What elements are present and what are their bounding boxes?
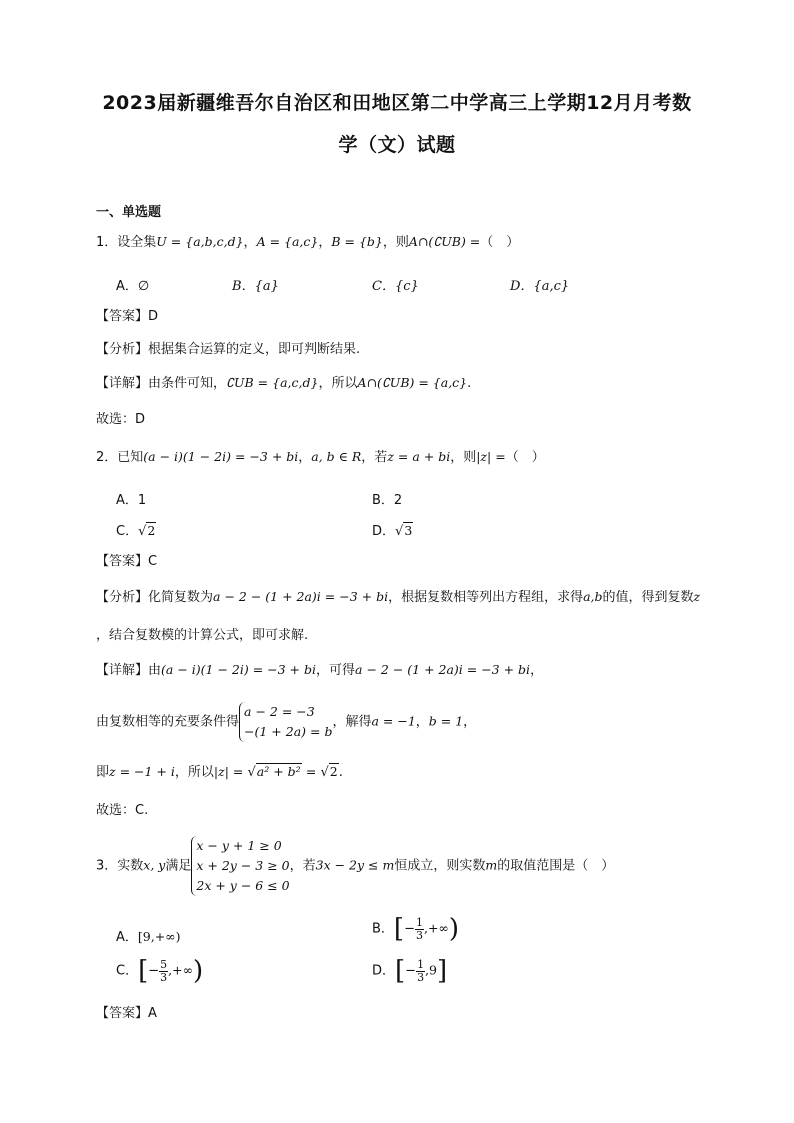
q3-inequality: 3x − 2y ≤ m	[315, 857, 395, 873]
q1-detail-expr: A∩(∁UB) = {a,c}	[357, 375, 468, 390]
q2-analysis-expr: z	[693, 589, 701, 604]
q3-option-d: D．[− $\frac{1}{3}$ ,9]	[372, 956, 448, 986]
q2-conclusion-text: ，所以	[174, 765, 214, 780]
q2-conclusion-expr: z = −1 + i	[109, 764, 175, 779]
q1-option-b: B．{a}	[232, 279, 279, 294]
q3-option-a	[116, 926, 180, 945]
q2-expr: z = a + bi	[387, 449, 451, 464]
q3-option-c-tail: ,+∞	[168, 962, 194, 978]
q3-option-c-label: C．	[116, 963, 139, 979]
q2-conclusion-radicand: 2	[329, 764, 338, 779]
q2-option-b: B．2	[372, 493, 403, 508]
q1-number: 1．	[96, 235, 118, 250]
choose-label: 故选：	[96, 412, 136, 427]
q2-choose-value: C.	[135, 803, 149, 818]
q1-sep: ，	[318, 235, 332, 250]
detail-label: 【详解】	[96, 376, 149, 391]
q3-vars: x, y	[143, 857, 166, 873]
q2-stem	[96, 451, 545, 464]
q2-choose	[96, 804, 148, 817]
q3-option-b-tail: ,+∞	[423, 920, 449, 936]
q1-stem	[96, 236, 519, 249]
q2-option-a: A．1	[116, 493, 147, 508]
q2-solution: b = 1	[428, 713, 464, 729]
q2-option-d-radicand: 3	[404, 523, 413, 538]
q2-analysis-expr: a − 2 − (1 + 2a)i = −3 + bi	[213, 589, 389, 604]
q3-option-b-fraction	[415, 917, 424, 942]
q1-sep: ，	[243, 235, 257, 250]
fraction-denominator: 3	[417, 970, 425, 984]
q3-constraint-system	[191, 836, 289, 896]
q1-text: 设全集	[117, 235, 157, 250]
section-heading: 一、单选题	[96, 205, 162, 220]
q1-sep: ，则	[382, 235, 409, 250]
q1-detail-text: 由条件可知，	[148, 376, 227, 391]
q2-answer	[96, 555, 157, 568]
q2-detail-text: ，可得	[316, 663, 356, 678]
q3-constraint: 2x + y − 6 ≤ 0	[196, 878, 290, 893]
q2-option-c-radicand: 2	[147, 523, 156, 538]
q1-option-c: C．{c}	[372, 279, 419, 294]
q1-option-a: A．∅	[116, 279, 150, 294]
q1-set-u: U = {a,b,c,d}	[156, 234, 244, 249]
answer-label: 【答案】	[96, 554, 149, 569]
q2-conclusion-expr: =	[305, 764, 317, 779]
q3-text: 实数	[117, 858, 144, 874]
q3-answer-value: A	[148, 1006, 157, 1021]
q3-option-d-tail: ,9	[425, 962, 438, 978]
q2-text: ，若	[361, 450, 388, 465]
q3-answer	[96, 1007, 157, 1020]
q2-condition	[96, 702, 476, 742]
q2-text: ，则	[450, 450, 477, 465]
q1-tail: （ ）	[480, 235, 520, 250]
q2-conclusion-text: .	[338, 765, 343, 780]
q1-choose-value: D	[135, 412, 146, 427]
fraction-denominator: 3	[160, 970, 168, 984]
q2-condition-text: ，	[415, 714, 429, 730]
q2-condition-text: ，解得	[332, 714, 372, 730]
q2-analysis-line2: ，结合复数模的计算公式，即可求解.	[96, 628, 309, 643]
q2-analysis-text: ，根据复数相等列出方程组，求得	[388, 590, 584, 605]
q2-analysis-text: 化简复数为	[148, 590, 214, 605]
q1-set-b: B = {b}	[331, 234, 383, 249]
q3-number: 3．	[96, 858, 118, 874]
q3-option-b: B．[− $\frac{1}{3}$ ,+∞)	[372, 914, 460, 944]
q1-answer	[96, 310, 158, 323]
q2-option-c: C．√2	[116, 523, 156, 539]
q2-detail-expr: (a − i)(1 − 2i) = −3 + bi	[161, 662, 316, 677]
analysis-label: 【分析】	[96, 342, 149, 357]
q1-choose	[96, 413, 145, 426]
q2-detail-text: ，	[530, 663, 544, 678]
q2-option-d: D．√3	[372, 523, 413, 539]
q2-expr: (a − i)(1 − 2i) = −3 + bi	[143, 449, 299, 464]
q2-analysis-expr: a,b	[583, 589, 603, 604]
q2-expr: a, b ∈ R	[311, 449, 362, 464]
q3-text: 满足	[165, 858, 192, 874]
q3-option-a-label: A．	[116, 930, 138, 945]
q2-analysis	[96, 591, 700, 604]
q1-analysis-text: 根据集合运算的定义，即可判断结果.	[148, 342, 361, 357]
q1-detail-expr: ∁UB = {a,c,d}	[226, 375, 319, 390]
q2-detail	[96, 664, 543, 677]
q2-condition-text: 由复数相等的充要条件得	[96, 714, 240, 730]
q2-text: ，	[298, 450, 312, 465]
q2-expr: |z| =	[476, 449, 506, 464]
q1-detail-text: ，所以	[318, 376, 358, 391]
q3-stem	[96, 836, 614, 896]
q3-option-d-label: D．	[372, 963, 396, 979]
q3-option-a-value: [9,+∞)	[137, 929, 181, 944]
analysis-label: 【分析】	[96, 590, 149, 605]
q2-text: 已知	[117, 450, 144, 465]
fraction-numerator: 1	[417, 957, 425, 971]
q2-equation: −(1 + 2a) = b	[244, 724, 333, 739]
q1-set-a: A = {a,c}	[256, 234, 319, 249]
q3-option-d-fraction	[416, 959, 425, 984]
q2-conclusion: 即z = −1 + i，所以|z| = √a² + b² = √2.	[96, 764, 343, 780]
q1-answer-value: D	[148, 309, 159, 324]
q2-analysis-text: 的值，得到复数	[602, 590, 694, 605]
q3-text: 的取值范围是（ ）	[497, 858, 615, 874]
answer-label: 【答案】	[96, 1006, 149, 1021]
choose-label: 故选：	[96, 803, 136, 818]
q1-detail-text: .	[467, 376, 472, 391]
q1-option-d: D．{a,c}	[510, 279, 570, 294]
doc-title-line1: 2023届新疆维吾尔自治区和田地区第二中学高三上学期12月月考数	[102, 92, 692, 114]
q2-equation: a − 2 = −3	[244, 704, 315, 719]
q2-solution: a = −1	[371, 713, 416, 729]
q2-detail-expr: a − 2 − (1 + 2a)i = −3 + bi	[355, 662, 531, 677]
q3-constraint: x − y + 1 ≥ 0	[196, 838, 282, 853]
q2-conclusion-text: 即	[96, 765, 110, 780]
fraction-numerator: 5	[160, 957, 168, 971]
q3-constraint: x + 2y − 3 ≥ 0	[196, 858, 290, 873]
q2-option-d-label: D．	[372, 524, 396, 539]
q3-option-c-fraction	[159, 959, 168, 984]
q2-answer-value: C	[148, 554, 158, 569]
detail-label: 【详解】	[96, 663, 149, 678]
fraction-numerator: 1	[415, 915, 423, 929]
q1-analysis	[96, 343, 360, 356]
q3-var-m: m	[485, 857, 498, 873]
q2-option-c-label: C．	[116, 524, 139, 539]
q3-option-c: C．[− $\frac{5}{3}$ ,+∞)	[116, 956, 204, 986]
q1-expression: A∩(∁UB) =	[408, 234, 481, 249]
q2-conclusion-radicand: a² + b²	[256, 764, 301, 779]
q1-detail	[96, 377, 471, 390]
q3-text: 恒成立，则实数	[394, 858, 486, 874]
q2-equation-system	[239, 702, 332, 742]
q2-conclusion-expr: |z| =	[213, 764, 244, 779]
q2-condition-text: ，	[463, 714, 477, 730]
fraction-denominator: 3	[415, 928, 423, 942]
q3-option-b-label: B．	[372, 921, 394, 937]
answer-label: 【答案】	[96, 309, 149, 324]
q3-text: ，若	[289, 858, 316, 874]
q2-number: 2．	[96, 450, 118, 465]
q2-detail-text: 由	[148, 663, 162, 678]
doc-title-line2: 学（文）试题	[338, 134, 456, 156]
q2-tail: （ ）	[505, 450, 545, 465]
